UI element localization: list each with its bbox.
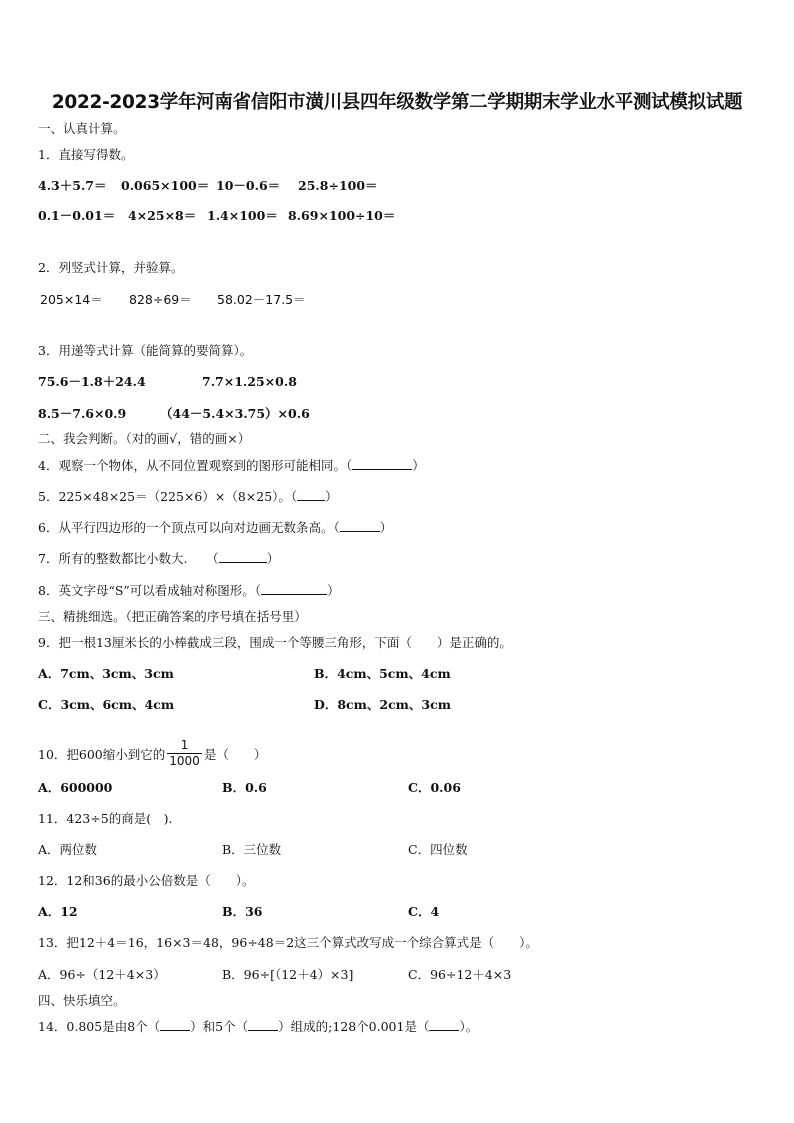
option-b[interactable]: B．36: [222, 904, 263, 919]
q9-options: [38, 665, 758, 683]
question-7: [38, 550, 279, 568]
option-c[interactable]: C．96÷12＋4×3: [408, 967, 512, 982]
q4-text: 4．观察一个物体，从不同位置观察到的图形可能相同。（: [38, 458, 353, 473]
q8-text: 8．英文字母“S”可以看成轴对称图形。（: [38, 583, 262, 598]
q14-part-4: ）。: [459, 1019, 479, 1034]
q3-row-2: [38, 405, 758, 423]
q2-item: 58.02－17.5＝: [217, 292, 306, 307]
q3-item: 8.5－7.6×0.9: [38, 406, 127, 421]
option-a[interactable]: A．两位数: [38, 842, 98, 857]
q3-item: 7.7×1.25×0.8: [202, 374, 297, 389]
section-1-heading: 一、认真计算。: [38, 121, 126, 136]
option-b[interactable]: B．96÷[（12＋4）×3]: [222, 967, 354, 982]
answer-blank[interactable]: [248, 1018, 278, 1031]
q14-part-2: ）和5个（: [190, 1019, 249, 1034]
q3-row-1: [38, 373, 758, 391]
question-12: 12．12和36的最小公倍数是（ ）。: [38, 873, 255, 888]
q6-end: ）: [379, 520, 393, 535]
q9-options: [38, 696, 758, 714]
section-3-heading: 三、精挑细选。（把正确答案的序号填在括号里）: [38, 609, 307, 624]
option-b[interactable]: B．4cm、5cm、4cm: [314, 666, 451, 681]
q4-end: ）: [412, 458, 425, 473]
option-b[interactable]: B．三位数: [222, 842, 282, 857]
q1-item: 0.1－0.01＝: [38, 208, 116, 223]
q3-item: （44－5.4×3.75）×0.6: [160, 406, 310, 421]
question-2: 2．列竖式计算，并验算。: [38, 260, 184, 275]
option-a[interactable]: A．96÷（12＋4×3）: [38, 967, 166, 982]
q14-part-1: 14．0.805是由8个（: [38, 1019, 161, 1034]
q2-row: [38, 291, 758, 309]
q1-row-1: [38, 177, 758, 195]
question-9: 9．把一根13厘米长的小棒截成三段，围成一个等腰三角形，下面（ ）是正确的。: [38, 635, 512, 650]
q11-options: [38, 841, 758, 859]
q10-tail: 是（ ）: [203, 747, 267, 762]
q13-options: [38, 966, 758, 984]
q1-item: 8.69×100÷10＝: [288, 208, 396, 223]
answer-blank[interactable]: [219, 550, 267, 563]
q5-text: 5．225×48×25＝（225×6）×（8×25）。（: [38, 489, 298, 504]
q1-item: 4×25×8＝: [128, 208, 197, 223]
answer-blank[interactable]: [340, 519, 380, 532]
q3-item: 75.6－1.8＋24.4: [38, 374, 146, 389]
q1-item: 4.3＋5.7＝: [38, 178, 107, 193]
option-a[interactable]: A．12: [38, 904, 78, 919]
option-c[interactable]: C．0.06: [408, 780, 461, 795]
answer-blank[interactable]: [261, 582, 327, 595]
fraction-numerator: 1: [180, 738, 189, 752]
question-10: [38, 738, 267, 768]
fraction-denominator: 1000: [169, 754, 200, 768]
answer-blank[interactable]: [352, 457, 412, 470]
option-d[interactable]: D．8cm、2cm、3cm: [314, 697, 451, 712]
option-a[interactable]: A．7cm、3cm、3cm: [38, 666, 174, 681]
answer-blank[interactable]: [429, 1018, 459, 1031]
question-4: [38, 457, 425, 475]
option-c[interactable]: C．4: [408, 904, 440, 919]
question-1: 1．直接写得数。: [38, 147, 134, 162]
question-8: [38, 582, 340, 600]
question-11: 11．423÷5的商是( ).: [38, 811, 173, 826]
q1-row-2: [38, 207, 758, 225]
exam-title: 2022-2023学年河南省信阳市潢川县四年级数学第二学期期末学业水平测试模拟试题: [51, 92, 743, 113]
q7-text: 7．所有的整数都比小数大. （: [38, 551, 219, 566]
question-14: [38, 1018, 478, 1036]
section-2-heading: 二、我会判断。（对的画√，错的画×）: [38, 431, 251, 446]
q8-end: ）: [327, 583, 340, 598]
option-c[interactable]: C．四位数: [408, 842, 468, 857]
question-3: 3．用递等式计算（能简算的要简算）。: [38, 343, 253, 358]
q6-text: 6．从平行四边形的一个顶点可以向对边画无数条高。（: [38, 520, 340, 535]
q1-item: 1.4×100＝: [207, 208, 278, 223]
q2-item: 205×14＝: [40, 292, 103, 307]
option-c[interactable]: C．3cm、6cm、4cm: [38, 697, 175, 712]
q12-options: [38, 903, 758, 921]
q1-item: 0.065×100＝: [121, 178, 210, 193]
section-4-heading: 四、快乐填空。: [38, 993, 126, 1008]
q7-end: ）: [266, 551, 280, 566]
q1-item: 10－0.6＝: [216, 178, 281, 193]
answer-blank[interactable]: [297, 488, 325, 501]
q2-item: 828÷69＝: [129, 292, 192, 307]
option-a[interactable]: A．600000: [38, 780, 113, 795]
q5-end: ）: [325, 489, 338, 504]
q10-text: 10．把600缩小到它的: [38, 747, 166, 762]
option-b[interactable]: B．0.6: [222, 780, 267, 795]
q1-item: 25.8÷100＝: [298, 178, 378, 193]
q14-part-3: ）组成的;128个0.001是（: [278, 1019, 430, 1034]
answer-blank[interactable]: [160, 1018, 190, 1031]
q10-options: [38, 779, 758, 797]
question-6: [38, 519, 392, 537]
fraction: [167, 738, 202, 769]
question-5: [38, 488, 338, 506]
question-13: 13．把12＋4＝16，16×3＝48，96÷48＝2这三个算式改写成一个综合算式是（ ）。: [38, 935, 538, 950]
